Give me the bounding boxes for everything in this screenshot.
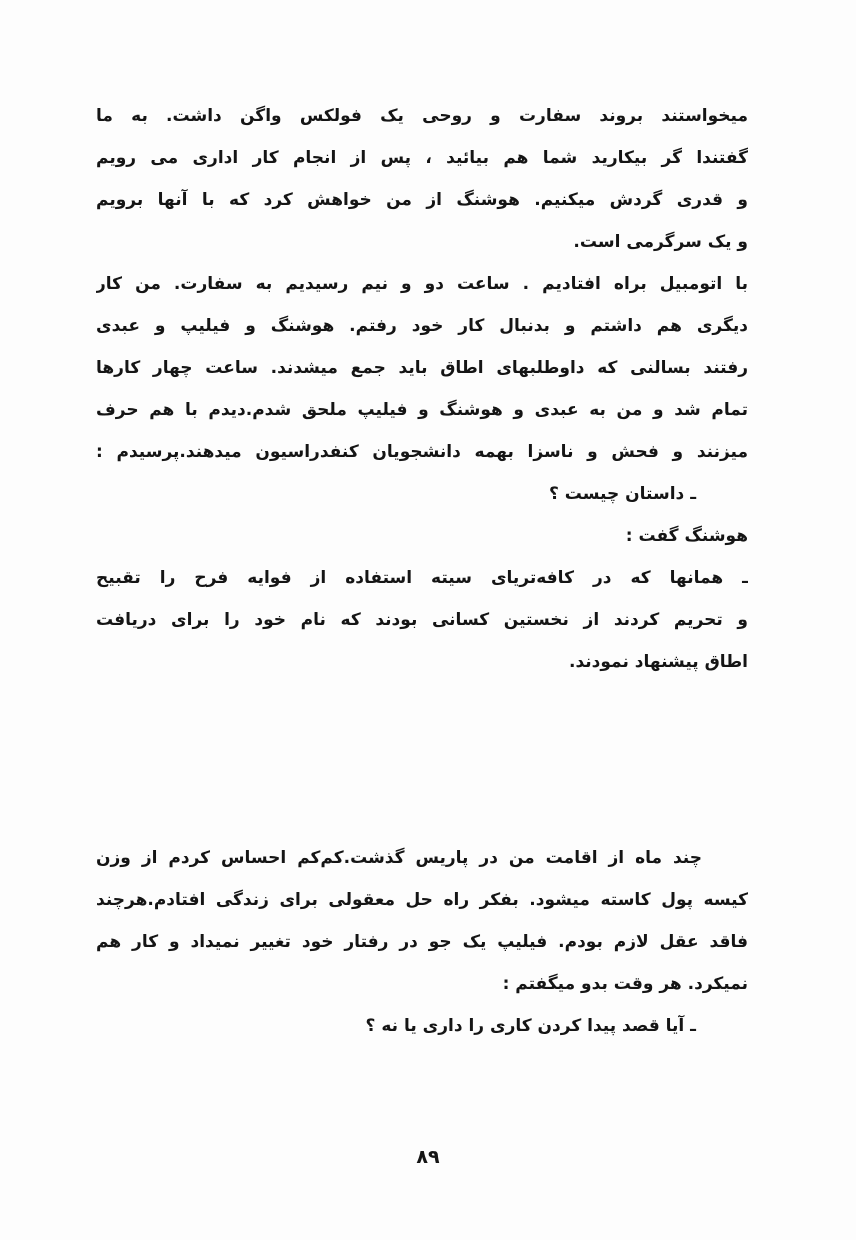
text-line: کیسه پول کاسته میشود. بفکر راه حل معقولی برای زندگی افتادم.هرچند bbox=[96, 890, 748, 910]
text-line: میزنند و فحش و ناسزا بهمه دانشجویان کنفدراسیون میدهند.پرسیدم : bbox=[96, 442, 748, 462]
text-line: و قدری گردش میکنیم. هوشنگ از من خواهش کرد که با آنها برویم bbox=[96, 190, 748, 210]
dialogue-line: ـ همانها که در کافه‌تریای سیته استفاده از فوایه فرح را تقبیح bbox=[96, 568, 748, 588]
dialogue-line: ـ داستان چیست ؟ bbox=[548, 484, 696, 504]
text-line: گفتندا گر بیکارید شما هم بیائید ، پس از انجام کار اداری می رویم bbox=[96, 148, 748, 168]
text-line: و یک سرگرمی است. bbox=[573, 232, 748, 252]
text-section-bottom bbox=[96, 837, 748, 1047]
dialogue-line: ـ آیا قصد پیدا کردن کاری را داری یا نه ؟ bbox=[365, 1016, 696, 1036]
text-line: فاقد عقل لازم بودم. فیلیپ یک جو در رفتار خود تغییر نمیداد و کار هم bbox=[96, 932, 748, 952]
text-line: میخواستند بروند سفارت و روحی یک فولکس واگن داشت. به ما bbox=[96, 106, 748, 126]
text-line: رفتند بسالنی که داوطلبهای اطاق باید جمع میشدند. ساعت چهار کارها bbox=[96, 358, 748, 378]
text-line: تمام شد و من به عبدی و هوشنگ و فیلیپ ملحق شدم.دیدم با هم حرف bbox=[96, 400, 748, 420]
text-line: هوشنگ گفت : bbox=[625, 526, 748, 546]
text-line: دیگری هم داشتم و بدنبال کار خود رفتم. هوشنگ و فیلیپ و عبدی bbox=[96, 316, 748, 336]
text-line: و تحریم کردند از نخستین کسانی بودند که نام خود را برای دریافت bbox=[96, 610, 748, 630]
text-line: چند ماه از اقامت من در پاریس گذشت.کم‌کم احساس کردم از وزن bbox=[96, 848, 702, 868]
text-line: با اتومبیل براه افتادیم . ساعت دو و نیم رسیدیم به سفارت. من کار bbox=[96, 274, 748, 294]
text-section-top bbox=[96, 95, 748, 683]
text-line: اطاق پیشنهاد نمودند. bbox=[569, 652, 748, 672]
text-line: نمیکرد. هر وقت بدو میگفتم : bbox=[502, 974, 748, 994]
page-number: ۸۹ bbox=[416, 1146, 440, 1168]
